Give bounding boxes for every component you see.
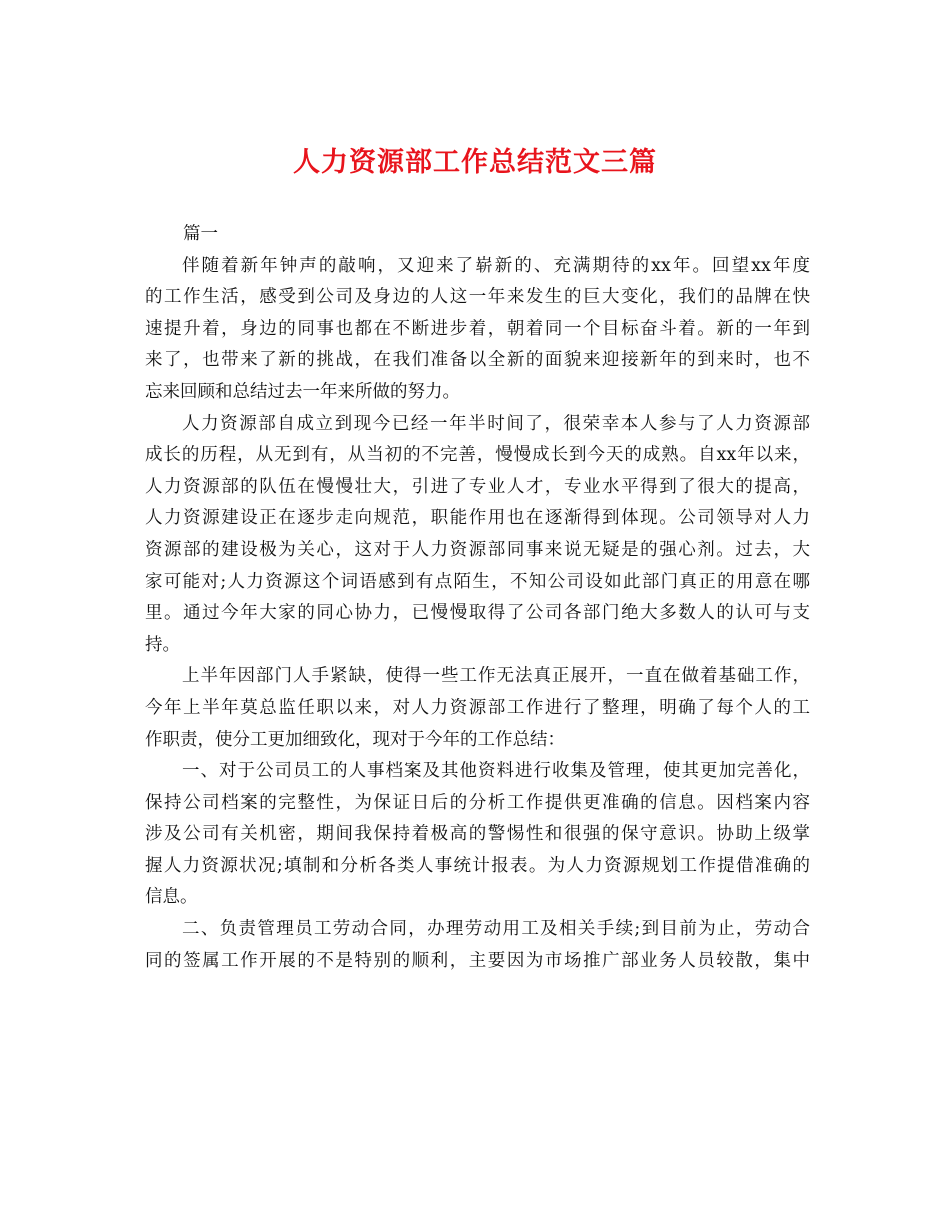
paragraph-5 <box>145 914 810 977</box>
paragraph-line: 人力资源部自成立到现今已经一年半时间了，很荣幸本人参与了人力资源部 <box>182 413 810 434</box>
paragraph-line: 人力资源部的队伍在慢慢壮大，引进了专业人才，专业水平得到了很大的提高， <box>145 476 810 497</box>
paragraph-line: 的工作生活，感受到公司及身边的人这一年来发生的巨大变化，我们的品牌在快 <box>145 287 810 308</box>
paragraph-line: 人力资源建设正在逐步走向规范，职能作用也在逐渐得到体现。公司领导对人力 <box>145 508 810 529</box>
paragraph-line: 握人力资源状况;填制和分析各类人事统计报表。为人力资源规划工作提借准确的 <box>145 855 810 876</box>
paragraph-line: 今年上半年莫总监任职以来，对人力资源部工作进行了整理，明确了每个人的工 <box>145 697 810 718</box>
paragraph-line: 家可能对;人力资源这个词语感到有点陌生，不知公司设如此部门真正的用意在哪 <box>145 571 810 592</box>
paragraph-line: 资源部的建设极为关心，这对于人力资源部同事来说无疑是的强心剂。过去，大 <box>145 539 810 560</box>
document-title: 人力资源部工作总结范文三篇 <box>293 147 657 178</box>
paragraph-line: 同的签属工作开展的不是特别的顺利，主要因为市场推广部业务人员较散，集中 <box>145 950 810 971</box>
paragraph-line: 一、对于公司员工的人事档案及其他资料进行收集及管理，使其更加完善化， <box>182 761 810 782</box>
paragraph-line: 持。 <box>145 634 180 655</box>
document-body <box>145 219 810 977</box>
paragraph-4 <box>145 756 810 914</box>
paragraph-line: 成长的历程，从无到有，从当初的不完善，慢慢成长到今天的成熟。自xx年以来， <box>145 445 810 466</box>
paragraph-line: 伴随着新年钟声的敲响，又迎来了崭新的、充满期待的xx年。回望xx年度 <box>182 255 810 276</box>
paragraph-line: 里。通过今年大家的同心协力，已慢慢取得了公司各部门绝大多数人的认可与支 <box>145 603 810 624</box>
paragraph-line: 保持公司档案的完整性，为保证日后的分析工作提供更准确的信息。因档案内容 <box>145 792 810 813</box>
paragraph-line: 作职责，使分工更加细致化，现对于今年的工作总结： <box>145 729 565 750</box>
paragraph-2 <box>145 409 810 662</box>
paragraph-1 <box>145 251 810 409</box>
paragraph-line: 忘来回顾和总结过去一年来所做的努力。 <box>145 381 460 402</box>
paragraph-line: 来了，也带来了新的挑战，在我们准备以全新的面貌来迎接新年的到来时，也不 <box>145 350 810 371</box>
paragraph-line: 涉及公司有关机密，期间我保持着极高的警惕性和很强的保守意识。协助上级掌 <box>145 824 810 845</box>
paragraph-3 <box>145 661 810 756</box>
paragraph-line: 速提升着，身边的同事也都在不断进步着，朝着同一个目标奋斗着。新的一年到 <box>145 318 810 339</box>
paragraph-line: 上半年因部门人手紧缺，使得一些工作无法真正展开，一直在做着基础工作， <box>182 666 810 687</box>
paragraph-line: 信息。 <box>145 887 198 908</box>
section-label: 篇一 <box>183 224 218 244</box>
paragraph-line: 二、负责管理员工劳动合同，办理劳动用工及相关手续;到目前为止，劳动合 <box>182 919 810 940</box>
